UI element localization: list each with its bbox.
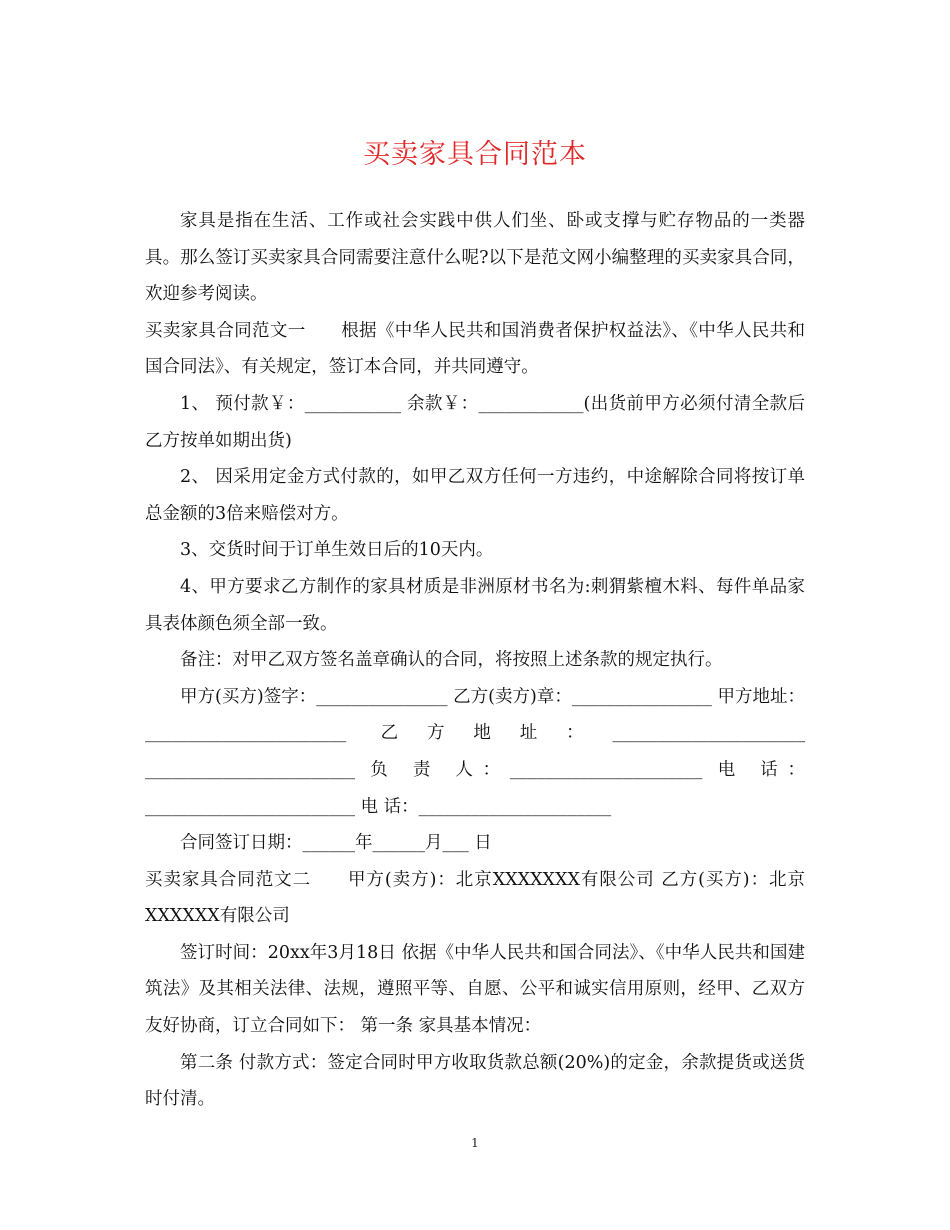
paragraph-remark: 备注：对甲乙双方签名盖章确认的合同，将按照上述条款的规定执行。: [180, 650, 723, 671]
paragraph-article-2: 第二条 付款方式：签定合同时甲方收取货款总额(20%)的定金，余款提货或送货时付清。: [145, 1052, 805, 1110]
document-body: [145, 203, 805, 1118]
page-number: 1: [471, 1136, 479, 1150]
paragraph-clause-4: 4、甲方要求乙方制作的家具材质是非洲原材书名为:刺猬紫檀木料、每件单品家具表体颜色须全部一致。: [145, 576, 805, 634]
paragraph-sample-one: 买卖家具合同范文一 根据《中华人民共和国消费者保护权益法》、《中华人民共和国合同法》、有关规定，签订本合同，并共同遵守。: [145, 320, 805, 378]
paragraph-clause-1: 1、 预付款￥：___________ 余款￥：____________(出货前甲方必须付清全款后乙方按单如期出货): [145, 393, 805, 451]
paragraph-sign-time: 签订时间：20xx年3月18日 依据《中华人民共和国合同法》、《中华人民共和国建筑法》及其相关法律、法规，遵照平等、自愿、公平和诚实信用原则，经甲、乙双方友好协商，订立合同如下： 第一条 家具基本情况：: [145, 942, 805, 1037]
paragraph-clause-2: 2、 因采用定金方式付款的，如甲乙双方任何一方违约，中途解除合同将按订单总金额的3倍来赔偿对方。: [145, 467, 805, 524]
document-title: 买卖家具合同范本: [363, 139, 587, 170]
paragraph-intro: 家具是指在生活、工作或社会实践中供人们坐、卧或支撑与贮存物品的一类器具。那么签订买卖家具合同需要注意什么呢?以下是范文网小编整理的买卖家具合同，欢迎参考阅读。: [145, 211, 805, 305]
paragraph-signatures: 甲方(买方)签字：_______________ 乙方(卖方)章：________________ 甲方地址：_______________________ 乙方地址：______________________ ________________________ 负 责 人：______________________ 电 话：________________________ 电 话：______________________: [145, 686, 805, 817]
paragraph-clause-3: 3、交货时间于订单生效日后的10天内。: [180, 540, 494, 561]
paragraph-sign-date: 合同签订日期：______年______月___ 日: [180, 833, 492, 854]
paragraph-sample-two: 买卖家具合同范文二 甲方(卖方)：北京XXXXXXX有限公司 乙方(买方)：北京XXXXXX有限公司: [145, 869, 805, 927]
